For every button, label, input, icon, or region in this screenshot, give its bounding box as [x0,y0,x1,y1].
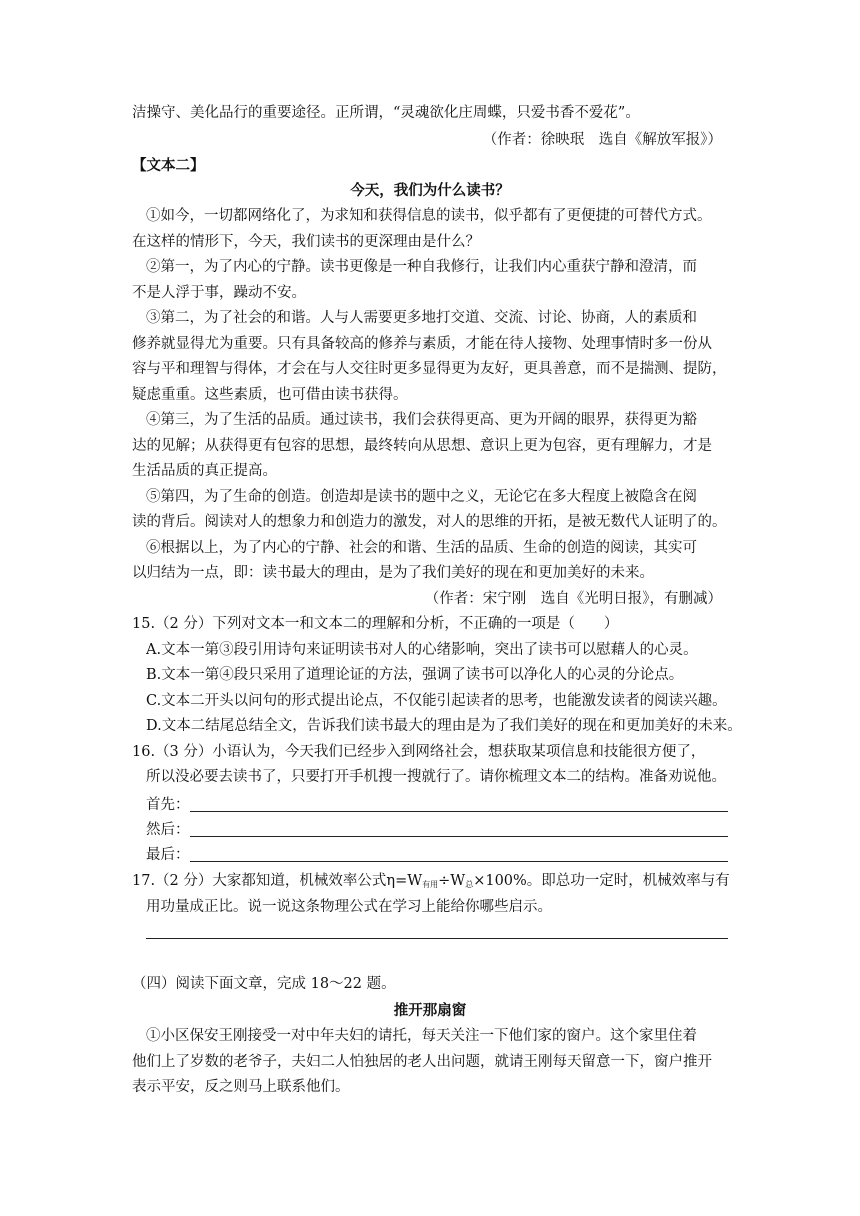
paragraph-line: 达的见解；从获得更有包容的思想，最终转向从思想、意识上更为包容，更有理解力，才是 [132,438,712,454]
paragraph-line: 读的背后。阅读对人的想象力和创造力的激发，对人的思维的开拓，是被无数代人证明了的。 [132,514,727,530]
text-two-source: （作者：宋宁刚 选自《光明日报》，有删减） [424,591,722,607]
text-one-last-line: 洁操守、美化品行的重要途径。正所谓，“灵魂欲化庄周蝶，只爱书香不爱花”。 [132,105,640,121]
paragraph-line: 在这样的情形下，今天，我们读书的更深理由是什么？ [132,234,480,250]
option-d: D.文本二结尾总结全文，告诉我们读书最大的理由是为了我们美好的现在和更加美好的未来。 [146,718,742,734]
paragraph-line: 以归结为一点，即：读书最大的理由，是为了我们美好的现在和更加美好的未来。 [132,565,654,581]
option-c: C.文本二开头以问句的形式提出论点，不仅能引起读者的思考，也能激发读者的阅读兴趣。 [146,693,727,709]
paragraph-line: ②第一，为了内心的宁静。读书更像是一种自我修行，让我们内心重获宁静和澄清，而 [146,259,697,275]
q17-sub-useful: 有用 [422,880,439,889]
q17-text-b: ÷W [438,873,466,889]
paragraph-line: 生活品质的真正提高。 [132,463,277,479]
blank-label-then: 然后： [146,822,190,838]
paragraph-line: 他们上了岁数的老爷子，夫妇二人怕独居的老人出问题，就请王刚每天留意一下，窗户推开 [132,1054,712,1070]
paragraph-line: 疑虑重重。这些素质，也可借由读书获得。 [132,387,408,403]
answer-line-then[interactable] [190,836,728,837]
q17-text-c: ×100%。即总功一定时，机械效率与有 [473,873,730,889]
paragraph-line: ①如今，一切都网络化了，为求知和获得信息的读书，似乎都有了更便捷的可替代方式。 [146,208,712,224]
paragraph-line: 不是人浮于事，躁动不安。 [132,285,306,301]
q17-sub-total: 总 [465,880,474,889]
answer-line-q17[interactable] [146,938,728,939]
blank-label-last: 最后： [146,847,190,863]
section-4-intro: （四）阅读下面文章，完成 18～22 题。 [132,976,396,992]
paragraph-line: ④第三，为了生活的品质。通过读书，我们会获得更高、更为开阔的眼界，获得更为豁 [146,412,697,428]
blank-label-first: 首先： [146,797,190,813]
question-17-line2: 用功量成正比。说一说这条物理公式在学习上能给你哪些启示。 [146,899,552,915]
paragraph-line: ①小区保安王刚接受一对中年夫妇的请托，每天关注一下他们家的窗户。这个家里住着 [146,1028,697,1044]
q17-text-a: 17.（2 分）大家都知道，机械效率公式η=W [132,873,423,889]
paragraph-line: ③第二，为了社会的和谐。人与人需要更多地打交道、交流、讨论、协商，人的素质和 [146,310,697,326]
paragraph-line: ⑤第四，为了生命的创造。创造却是读书的题中之义，无论它在多大程度上被隐含在阅 [146,489,697,505]
section-4-title: 推开那扇窗 [393,1003,467,1019]
text-two-heading: 【文本二】 [132,158,205,174]
paragraph-line: 容与平和理智与得体，才会在与人交往时更多显得更为友好，更具善意，而不是揣测、提防， [132,361,727,377]
text-one-source: （作者：徐映珉 选自《解放军报》） [482,132,722,148]
answer-line-last[interactable] [190,861,728,862]
question-16-line2: 所以没必要去读书了，只要打开手机搜一搜就行了。请你梳理文本二的结构。准备劝说他。 [146,769,726,785]
question-17-line1 [132,871,730,895]
text-two-title: 今天，我们为什么读书？ [350,183,510,199]
option-b: B.文本一第④段只采用了道理论证的方法，强调了读书可以净化人的心灵的分论点。 [146,667,684,683]
paragraph-line: 表示平安，反之则马上联系他们。 [132,1079,350,1095]
paragraph-line: ⑥根据以上，为了内心的宁静、社会的和谐、生活的品质、生命的创造的阅读，其实可 [146,540,697,556]
question-16-line1: 16.（3 分）小语认为，今天我们已经步入到网络社会，想获取某项信息和技能很方便了， [132,744,706,760]
answer-line-first[interactable] [190,811,728,812]
question-15-stem: 15.（2 分）下列对文本一和文本二的理解和分析，不正确的一项是（ ） [132,616,619,632]
option-a: A.文本一第③段引用诗句来证明读书对人的心绪影响，突出了读书可以慰藉人的心灵。 [146,642,698,658]
paragraph-line: 修养就显得尤为重要。只有具备较高的修养与素质，才能在待人接物、处理事情时多一份从 [132,336,712,352]
